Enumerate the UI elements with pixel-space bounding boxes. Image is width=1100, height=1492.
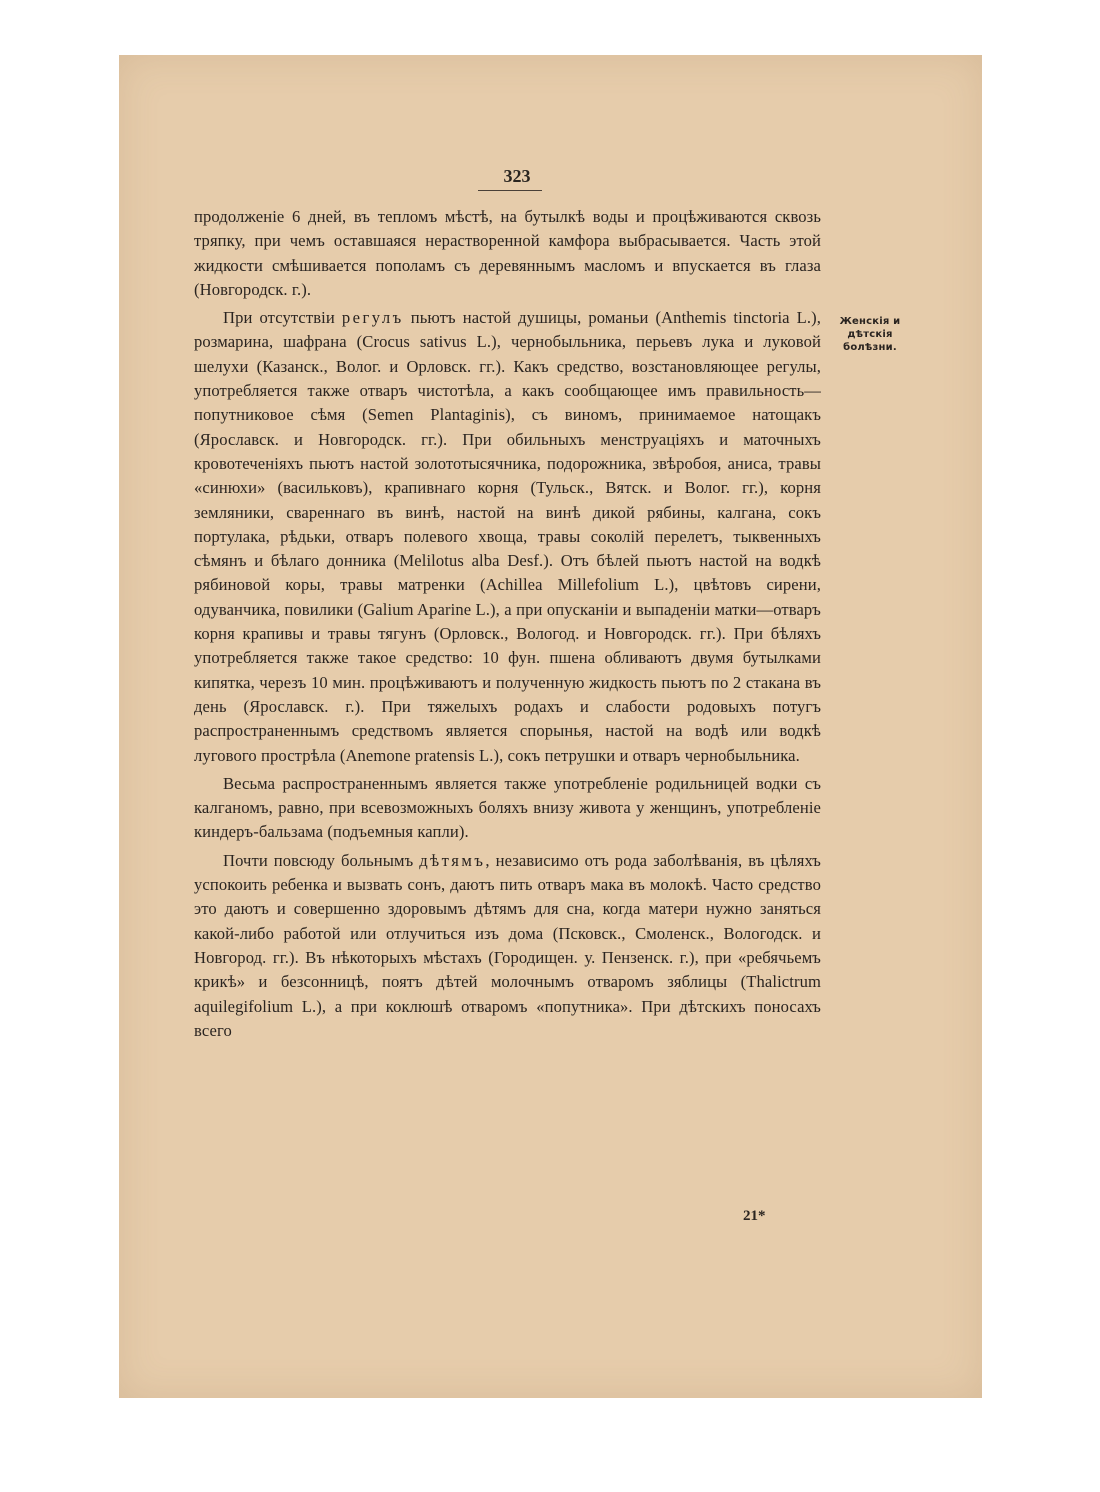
paragraph-regul [194,306,821,768]
paragraph-rodilnica [194,772,821,845]
paragraph-text: Почти повсюду больнымъ [223,850,420,870]
paragraph-text: Весьма распространеннымъ является также употребленіе родильницей водки съ калганомъ, равно, при всевозможныхъ боляхъ внизу живота у женщинъ, употребленіе киндеръ-бальзама (подъемныя капли). [194,773,821,842]
header-rule [478,190,542,191]
paragraph-text: При отсутствіи [223,308,342,328]
page-number: 323 [503,166,531,186]
margin-note: Женскія и дѣтскія болѣзни. [839,316,901,353]
spaced-keyword: дѣтямъ [419,850,486,870]
paragraph-text: продолженіе 6 дней, въ тепломъ мѣстѣ, на бутылкѣ воды и процѣживаются сквозь тряпку, при чемъ оставшаяся нерастворенной камфора выбрасывается. Часть этой жидкости смѣшивается пополамъ съ деревяннымъ масломъ и впускается въ глаза (Новгородск. г.). [194,207,821,299]
paragraph-children [194,849,821,1043]
signature-mark: 21* [743,1208,766,1224]
spaced-keyword: регулъ [341,308,404,328]
paragraph-text: , независимо отъ рода заболѣванія, въ цѣляхъ успокоить ребенка и вызвать сонъ, даютъ пить отваръ мака въ молокѣ. Часто средство это даютъ и совершенно здоровымъ дѣтямъ для сна, когда матери нужно заняться какой-либо работой или отлучиться изъ дома (Псковск., Смоленск., Вологодск. и Новгород. гг.). Въ нѣкоторыхъ мѣстахъ (Городищен. у. Пензенск. г.), при «ребячьемъ крикѣ» и безсонницѣ, поятъ дѣтей молочнымъ отваромъ зяблицы (Thalictrum aquilegifolium L.), а при коклюшѣ отваромъ «попутника». При дѣтскихъ поносахъ всего [194,850,821,1040]
paragraph-text: пьютъ настой душицы, романьи (Anthemis tinctoria L.), розмарина, шафрана (Crocus sativus L.), чернобыльника, перьевъ лука и луковой шелухи (Казанск., Волог. и Орловск. гг.). Какъ средство, возстановляющее регулы, употребляется также отваръ чистотѣла, а какъ сообщающее имъ правильность—попутниковое сѣмя (Semen Plantaginis), съ виномъ, принимаемое натощакъ (Ярославск. и Новгородск. гг.). При обильныхъ менструаціяхъ и маточныхъ кровотеченіяхъ пьютъ настой золототысячника, подорожника, звѣробоя, аниса, травы «синюхи» (васильковъ), крапивнаго корня (Тульск., Вятск. и Волог. гг.), корня земляники, свареннаго въ винѣ, настой на винѣ дикой рябины, калгана, сокъ портулака, рѣдьки, отваръ полевого хвоща, травы соколій перелетъ, тыквенныхъ сѣмянъ и бѣлаго донника (Melilotus alba Desf.). Отъ бѣлей пьютъ настой на водкѣ рябиновой коры, травы матренки (Achillea Millefolium L.), цвѣтовъ сирени, одуванчика, повилики (Galium Aparine L.), а при опусканіи и выпаденіи матки—отваръ корня крапивы и травы тягунъ (Орловск., Вологод. и Новгородск. гг.). При бѣляхъ употребляется также такое средство: 10 фун. пшена обливаютъ двумя бутылками кипятка, черезъ 10 мин. процѣживаютъ и полученную жидкость пьютъ по 2 стакана въ день (Ярославск. г.). При тяжелыхъ родахъ и слабости родовыхъ потугъ распространеннымъ средствомъ является спорынья, настой на водѣ или водкѣ лугового прострѣла (Anemone pratensis L.), сокъ петрушки и отваръ чернобыльника. [194,308,821,765]
main-text [194,205,821,1047]
paragraph-continuation [194,205,821,302]
